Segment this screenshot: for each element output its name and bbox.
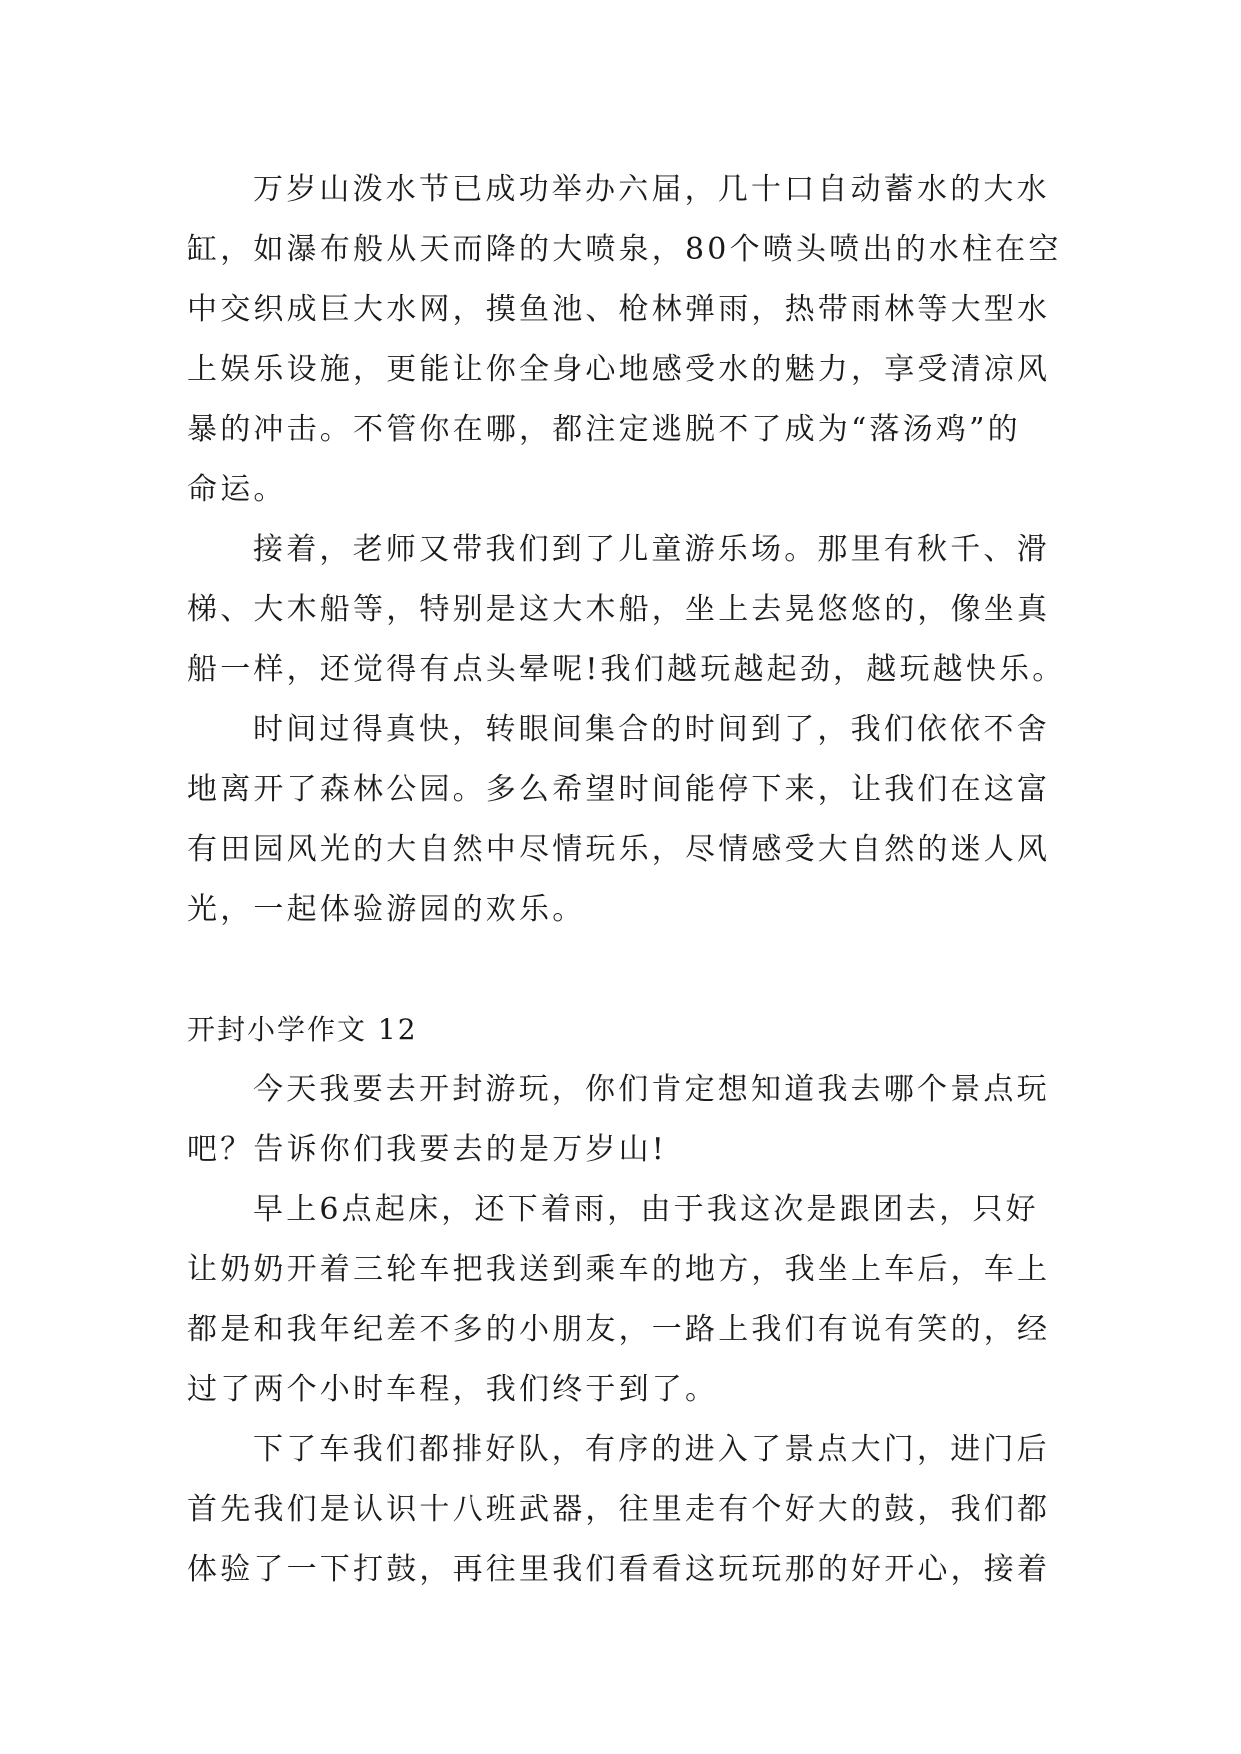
text-line: 早上6点起床，还下着雨，由于我这次是跟团去，只好 <box>253 1192 1039 1227</box>
text-line: 中交织成巨大水网，摸鱼池、枪林弹雨，热带雨林等大型水 <box>187 292 1051 327</box>
text-line: 梯、大木船等，特别是这大木船，坐上去晃悠悠的，像坐真 <box>187 592 1051 627</box>
text-line: 吧？告诉你们我要去的是万岁山! <box>187 1132 668 1167</box>
document-body <box>187 160 1067 1600</box>
text-line: 缸，如瀑布般从天而降的大喷泉，80个喷头喷出的水柱在空 <box>187 232 1062 267</box>
text-line: 船一样，还觉得有点头晕呢!我们越玩越起劲，越玩越快乐。 <box>187 652 1066 687</box>
paragraph <box>187 160 1067 520</box>
text-line: 时间过得真快，转眼间集合的时间到了，我们依依不舍 <box>253 712 1050 747</box>
text-line: 过了两个小时车程，我们终于到了。 <box>187 1372 719 1407</box>
text-line: 上娱乐设施，更能让你全身心地感受水的魅力，享受清凉风 <box>187 352 1051 387</box>
text-line: 体验了一下打鼓，再往里我们看看这玩玩那的好开心，接着 <box>187 1552 1051 1587</box>
text-line: 接着，老师又带我们到了儿童游乐场。那里有秋千、滑 <box>253 532 1050 567</box>
text-line: 光，一起体验游园的欢乐。 <box>187 892 586 927</box>
text-line: 下了车我们都排好队，有序的进入了景点大门，进门后 <box>253 1432 1050 1467</box>
paragraph <box>187 520 1067 700</box>
paragraph <box>187 1420 1067 1600</box>
text-line: 有田园风光的大自然中尽情玩乐，尽情感受大自然的迷人风 <box>187 832 1051 867</box>
text-line: 都是和我年纪差不多的小朋友，一路上我们有说有笑的，经 <box>187 1312 1051 1347</box>
text-line: 万岁山泼水节已成功举办六届，几十口自动蓄水的大水 <box>253 172 1050 207</box>
text-line: 让奶奶开着三轮车把我送到乘车的地方，我坐上车后，车上 <box>187 1252 1051 1287</box>
text-line: 地离开了森林公园。多么希望时间能停下来，让我们在这富 <box>187 772 1051 807</box>
section-heading: 开封小学作文 12 <box>187 1013 418 1046</box>
text-line: 暴的冲击。不管你在哪，都注定逃脱不了成为“落汤鸡”的 <box>187 412 1021 447</box>
text-line: 首先我们是认识十八班武器，往里走有个好大的鼓，我们都 <box>187 1492 1051 1527</box>
paragraph <box>187 700 1067 940</box>
text-line: 今天我要去开封游玩，你们肯定想知道我去哪个景点玩 <box>253 1072 1050 1107</box>
paragraph <box>187 1180 1067 1420</box>
text-line: 命运。 <box>187 472 287 507</box>
paragraph <box>187 1060 1067 1180</box>
